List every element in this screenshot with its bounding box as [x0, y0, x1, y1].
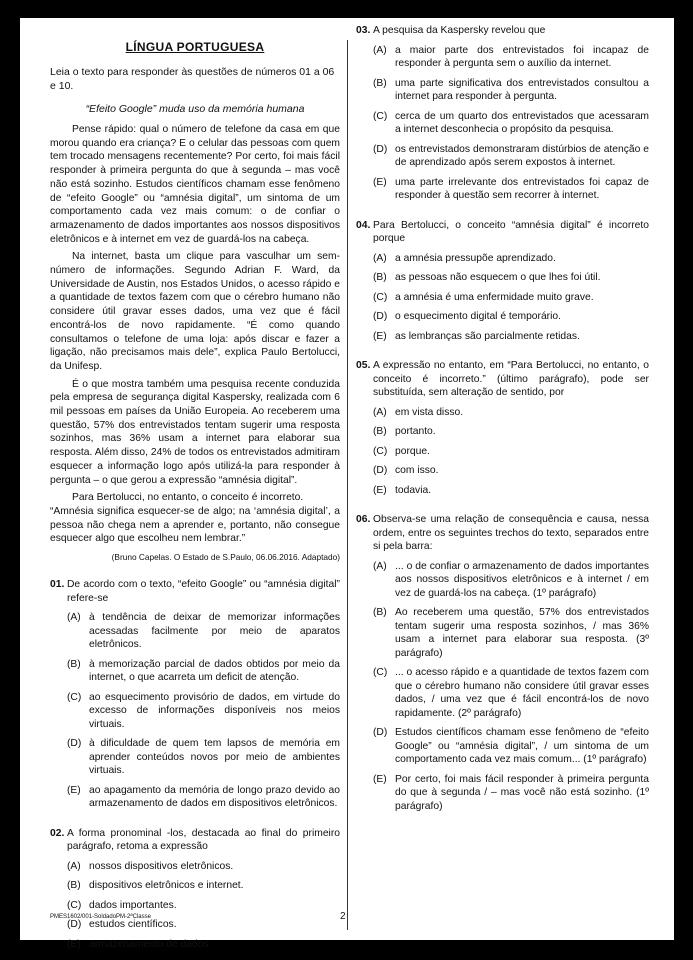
option-letter: (D) [373, 311, 388, 322]
option-e [356, 176, 649, 203]
option-b [356, 425, 649, 439]
question-03 [356, 18, 649, 203]
question-stem: A forma pronominal -los, destacada ao final do primeiro parágrafo, retoma a expressão [67, 827, 340, 853]
question-06 [356, 513, 649, 813]
option-letter: (A) [373, 560, 387, 572]
option-text: estudos científicos. [89, 919, 177, 931]
text-paragraph-4-continuation: “Amnésia significa esquecer-se de algo; na ‘amnésia digital’, a pessoa não chega nem a aprender e, portanto, não consegue esquecer algo que escolheu nem lembrar.” [50, 505, 340, 545]
option-c [356, 445, 649, 459]
option-text: armazenamento de dados. [89, 938, 212, 950]
option-d [50, 737, 340, 778]
option-d [50, 918, 340, 932]
text-paragraph-3: É o que mostra também uma pesquisa recente conduzida pela empresa de segurança digital Kaspersky, realizada com 6 mil pessoas em países da União Europeia. Ao receberem uma questão, 57% dos entrevistados tentam sugerir uma resposta sozinhos, mas 36% usam a internet para elaborar sua resposta. Além disso, 24% de todos os entrevistados admitiram esquecer a informação logo após utilizá-la para responder à pergunta – o que gerou a expressão “amnésia digital”. [50, 378, 340, 486]
option-b [356, 77, 649, 104]
option-a [356, 252, 649, 266]
text-title: “Efeito Google” muda uso da memória humana [85, 103, 305, 115]
option-letter: (C) [373, 667, 388, 678]
column-divider [347, 40, 348, 930]
option-text: portanto. [395, 426, 436, 437]
option-text: a amnésia pressupõe aprendizado. [395, 252, 556, 264]
option-e [356, 330, 649, 344]
option-letter: (E) [373, 176, 387, 188]
option-letter: (B) [373, 77, 387, 89]
option-letter: (C) [373, 291, 388, 303]
option-letter: (E) [373, 484, 387, 496]
exam-page [20, 18, 674, 950]
option-letter: (C) [67, 899, 82, 911]
option-d [356, 464, 649, 478]
option-text: dispositivos eletrônicos e internet. [89, 880, 244, 892]
option-e [356, 773, 649, 814]
option-text: as lembranças são parcialmente retidas. [395, 330, 580, 342]
option-a [356, 560, 649, 601]
question-01 [50, 578, 340, 811]
option-b [50, 658, 340, 685]
option-d [356, 726, 649, 767]
question-number: 06. [356, 514, 371, 525]
option-letter: (D) [373, 465, 388, 476]
text-paragraph-4: Para Bertolucci, no entanto, o conceito é incorreto. [72, 492, 304, 504]
option-letter: (D) [373, 143, 388, 155]
option-text: todavia. [395, 484, 432, 496]
option-d [356, 310, 649, 324]
option-text: à dificuldade de quem tem lapsos de memória em aprender conteúdos novos por meio de ambientes virtuais. [89, 738, 340, 777]
option-letter: (C) [67, 691, 82, 703]
option-a [356, 406, 649, 420]
question-number: 05. [356, 360, 371, 371]
option-text: à tendência de deixar de memorizar informações acessadas facilmente por meio de aparatos eletrônicos. [89, 612, 340, 651]
option-text: com isso. [395, 465, 439, 476]
option-text: Estudos científicos chamam esse fenômeno de “efeito Google” ou “amnésia digital”, / um sintoma de um comportamento cada vez mais comum... (1º parágrafo) [395, 727, 649, 765]
option-text: ... o acesso rápido e a quantidade de textos fazem com que o cérebro humano não considere útil gravar esses dados, / uma vez que é fácil encontrá-los de novo rapidamente. (2º parágrafo) [395, 667, 649, 719]
option-c [356, 110, 649, 137]
question-stem: A pesquisa da Kaspersky revelou que [373, 25, 546, 36]
option-b [356, 271, 649, 285]
option-c [356, 666, 649, 720]
text-source: (Bruno Capelas. O Estado de S.Paulo, 06.06.2016. Adaptado) [111, 552, 340, 563]
option-e [356, 484, 649, 498]
option-letter: (C) [373, 445, 388, 457]
option-letter: (E) [67, 938, 81, 950]
right-column [356, 18, 649, 813]
question-number: 04. [356, 219, 371, 231]
option-letter: (D) [67, 919, 82, 931]
option-b [356, 606, 649, 660]
question-stem: De acordo com o texto, “efeito Google” ou “amnésia digital” refere-se [67, 579, 340, 604]
option-text: as pessoas não esquecem o que lhes foi útil. [395, 272, 601, 283]
question-number: 01. [50, 579, 65, 591]
option-e [50, 784, 340, 811]
option-text: o esquecimento digital é temporário. [395, 311, 561, 322]
option-letter: (A) [67, 860, 81, 872]
page-number: 2 [340, 911, 346, 922]
question-02 [50, 827, 340, 952]
option-text: ao esquecimento provisório de dados, em virtude do excesso de informações disponíveis nos meios virtuais. [89, 691, 340, 730]
option-text: Por certo, foi mais fácil responder à primeira pergunta do que à segunda / – mas você não está sozinho. (1º parágrafo) [395, 773, 649, 812]
question-stem: Para Bertolucci, o conceito “amnésia digital” é incorreto porque [373, 219, 649, 244]
option-text: dados importantes. [89, 899, 177, 911]
option-letter: (C) [373, 110, 388, 122]
option-letter: (A) [373, 44, 387, 56]
option-letter: (B) [67, 880, 81, 892]
option-letter: (E) [67, 784, 81, 796]
option-c [50, 691, 340, 732]
option-d [356, 143, 649, 170]
option-letter: (B) [67, 658, 81, 670]
option-text: porque. [395, 445, 430, 457]
question-stem: A expressão no entanto, em “Para Bertolucci, no entanto, o conceito é incorreto.” (último parágrafo), pode ser substituída, sem alteração de sentido, por [373, 360, 649, 398]
option-text: à memorização parcial de dados obtidos por meio da internet, o que acarreta um deficit de atenção. [89, 658, 340, 684]
reading-instruction: Leia o texto para responder às questões de números 01 a 06 e 10. [50, 66, 335, 92]
option-text: ... o de confiar o armazenamento de dados importantes aos nossos dispositivos eletrônicos e à internet / em vez de guardá-los na cabeça. (1º parágrafo) [395, 560, 649, 599]
option-letter: (B) [373, 426, 387, 437]
option-c [50, 899, 340, 913]
question-stem: Observa-se uma relação de consequência e causa, nessa ordem, entre os seguintes trechos do texto, separados entre si pela barra: [373, 514, 649, 552]
left-column [50, 18, 340, 951]
option-a [50, 611, 340, 652]
option-b [50, 879, 340, 893]
text-paragraph-1: Pense rápido: qual o número de telefone da casa em que morou quando era criança? E o celular das pessoas com quem tem trocado mensagens recentemente? Por certo, foi mais fácil responder à primeira pergunta do que à segunda – mas você não está sozinho. Estudos científicos chamam esse fenômeno de “efeito Google” ou “amnésia digital”, um sintoma de um comportamento cada vez mais comum: o de confiar o armazenamento de dados importantes aos nossos dispositivos eletrônicos e à internet em vez de guardá-los na cabeça. [50, 124, 340, 245]
option-letter: (E) [373, 330, 387, 342]
option-text: ao apagamento da memória de longo prazo devido ao armazenamento de dados em dispositivos eletrônicos. [89, 784, 340, 810]
option-text: nossos dispositivos eletrônicos. [89, 860, 234, 872]
option-text: uma parte irrelevante dos entrevistados foi capaz de responder à questão sem recorrer à internet. [395, 176, 649, 201]
question-number: 02. [50, 827, 65, 839]
option-a [50, 860, 340, 874]
option-e [50, 938, 340, 952]
option-text: Ao receberem uma questão, 57% dos entrevistados tentam sugerir uma resposta sozinhos, / mas 36% usam a internet para elaborar sua resposta. (3º parágrafo) [395, 607, 649, 659]
option-c [356, 291, 649, 305]
option-letter: (B) [373, 607, 387, 618]
subject-heading: LÍNGUA PORTUGUESA [125, 40, 265, 54]
option-letter: (A) [373, 406, 387, 418]
text-paragraph-2: Na internet, basta um clique para vasculhar um sem-número de informações. Segundo Adrian F. Ward, da Universidade de Austin, nos Estados Unidos, o acesso rápido e a quantidade de textos fazem com que o cérebro humano não considere útil gravar esses dados, uma vez que é fácil encontrá-los de novo rapidamente. “É como quando consultamos o telefone de uma loja: após discar e fazer a ligação, não precisamos mais dele”, explica Paulo Bertolucci, da Unifesp. [50, 251, 340, 372]
option-text: a amnésia é uma enfermidade muito grave. [395, 291, 594, 303]
option-text: uma parte significativa dos entrevistados consultou a internet para responder à pergunta. [395, 77, 649, 102]
option-text: em vista disso. [395, 406, 464, 418]
option-letter: (A) [373, 252, 387, 264]
option-text: a maior parte dos entrevistados foi incapaz de responder à pergunta sem o auxílio da internet. [395, 44, 649, 69]
option-letter: (D) [67, 738, 82, 750]
option-a [356, 44, 649, 71]
question-number: 03. [356, 25, 371, 36]
option-text: os entrevistados demonstraram distúrbios de atenção e de aprendizado após serem expostos à internet. [395, 143, 649, 168]
question-04 [356, 219, 649, 344]
option-letter: (B) [373, 272, 387, 283]
option-text: cerca de um quarto dos entrevistados que acessaram a internet desconhecia o propósito da pesquisa. [395, 110, 649, 135]
exam-code: PMES1602/001-SoldadoPM-2ªClasse [50, 914, 151, 920]
option-letter: (D) [373, 727, 388, 738]
option-letter: (A) [67, 612, 81, 624]
option-letter: (E) [373, 773, 387, 785]
question-05 [356, 359, 649, 497]
